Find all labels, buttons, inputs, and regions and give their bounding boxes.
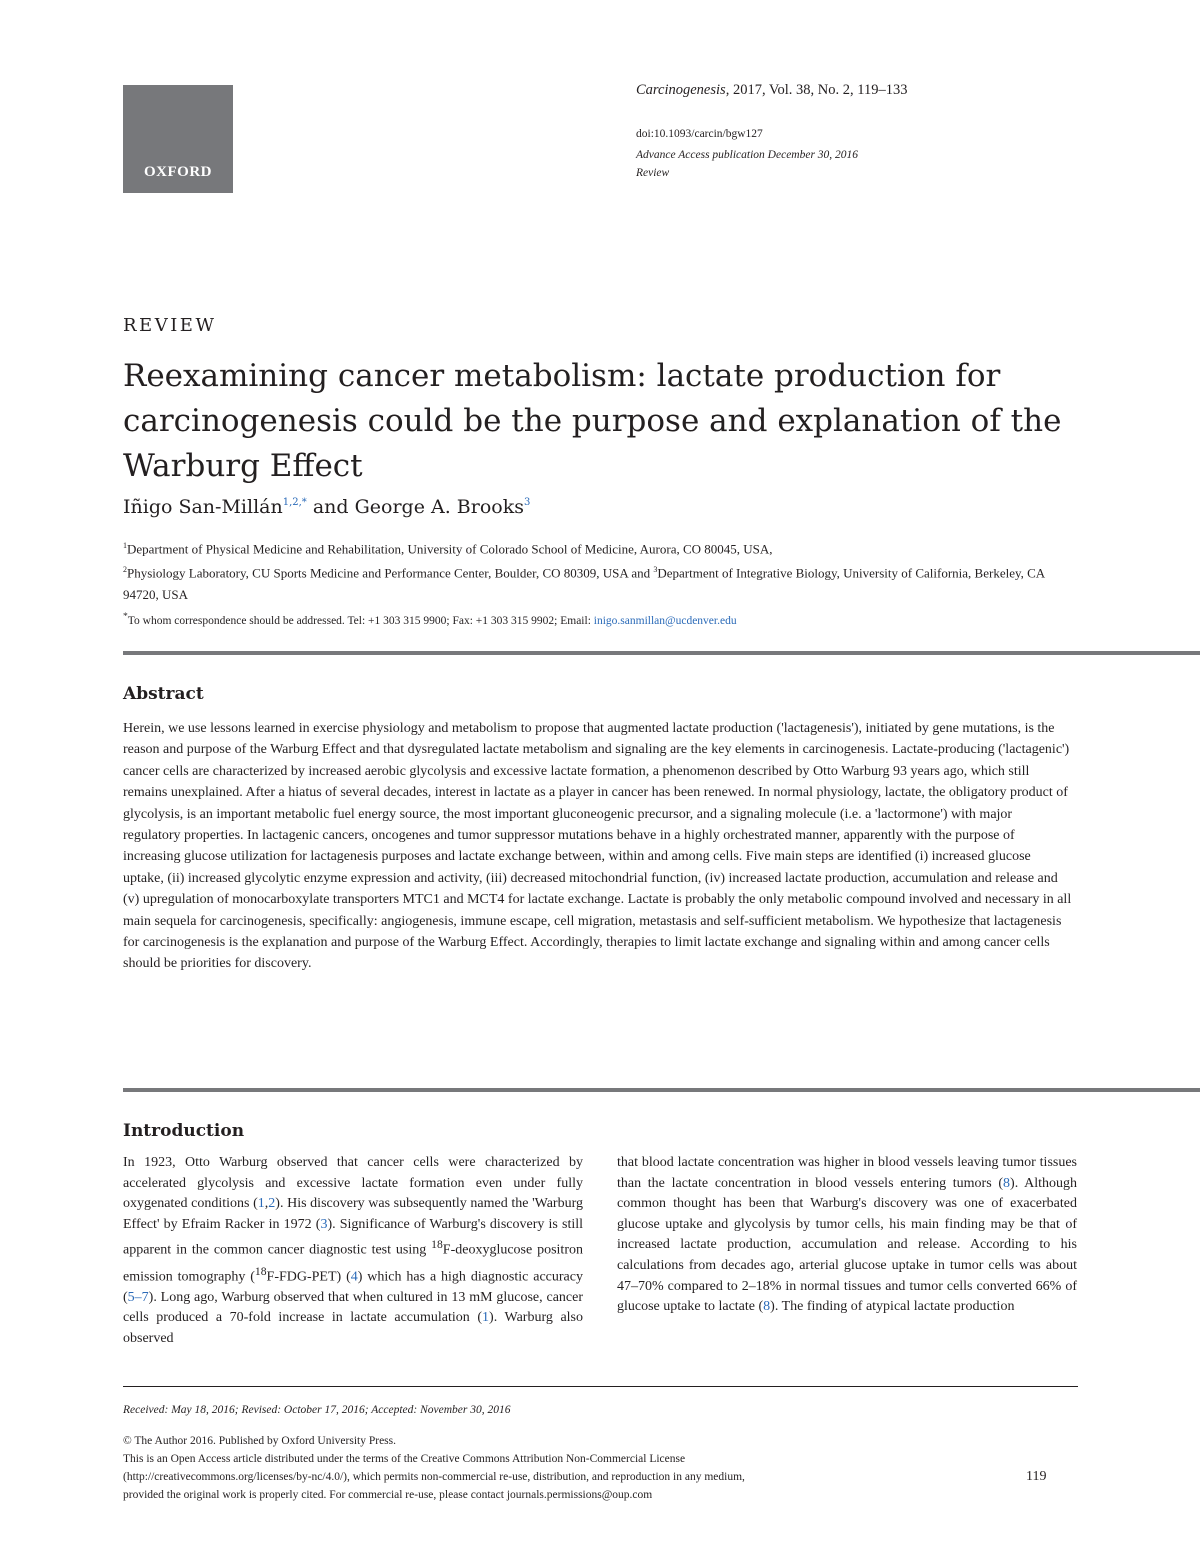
license-line: provided the original work is properly cited. For commercial re-use, please contact journals.permissions@oup.com (123, 1489, 653, 1501)
abstract-text: Herein, we use lessons learned in exercise physiology and metabolism to propose that augmented lactate production ('lactagenesis'), initiated by gene mutations, is the reason and purpose of the Warburg Effect and that dysregulated lactate metabolism and signaling are the key elements in carcinogenesis. Lactate-producing ('lactagenic') cancer cells are characterized by increased aerobic glycolysis and excessive lactate formation, a phenomenon described by Otto Warburg 93 years ago, which still remains unexplained. After a hiatus of several decades, interest in lactate as a player in cancer has been renewed. In normal physiology, lactate, the obligatory product of glycolysis, is an important metabolic fuel energy source, the most important gluconeogenic precursor, and a signaling molecule (i.e. a 'lactormone') with major regulatory properties. In lactagenic cancers, oncogenes and tumor suppressor mutations behave in a highly orchestrated manner, apparently with the purpose of increasing glucose utilization for lactagenesis purposes and lactate exchange between, within and among cells. Five main steps are identified (i) increased glucose uptake, (ii) increased glycolytic enzyme expression and activity, (iii) decreased mitochondrial function, (iv) increased lactate production, accumulation and release and (v) upregulation of monocarboxylate transporters MTC1 and MCT4 for lactate exchange. Lactate is probably the only metabolic compound involved and necessary in all main sequela for carcinogenesis, specifically: angiogenesis, immune escape, cell migration, metastasis and self-sufficient metabolism. We hypothesize that lactagenesis for carcinogenesis is the explanation and purpose of the Warburg Effect. Accordingly, therapies to limit lactate exchange and signaling within and among cancer cells should be priorities for discovery. (123, 721, 1072, 972)
article-title: Reexamining cancer metabolism: lactate production for carcinogenesis could be the purpose and explanation of the Warburg Effect (123, 358, 1062, 484)
body-text: F-deoxyglucose positron emission tomography ( (123, 1243, 583, 1285)
publisher-logo-text: OXFORD (144, 164, 212, 180)
email-link[interactable]: inigo.sanmillan@ucdenver.edu (593, 614, 737, 627)
journal-citation (636, 82, 908, 99)
citation-link[interactable]: 8 (1003, 1175, 1011, 1191)
citation-link[interactable]: 8 (763, 1299, 771, 1315)
affiliation-number: 1 (123, 541, 127, 550)
isotope-superscript: 18 (431, 1238, 443, 1252)
copyright-line: © The Author 2016. Published by Oxford University Press. (123, 1435, 397, 1447)
article-type: Review (636, 167, 670, 179)
divider (123, 1088, 1200, 1092)
introduction-heading: Introduction (123, 1121, 245, 1141)
license-line: This is an Open Access article distributed under the terms of the Creative Commons Attribution Non-Commercial License (123, 1453, 686, 1465)
license-line: (http://creativecommons.org/licenses/by-nc/4.0/), which permits non-commercial re-use, distribution, and reproduction in any medium, (123, 1471, 745, 1483)
body-text: ). Warburg also observed (123, 1310, 583, 1347)
affiliation-marker[interactable]: 3 (524, 497, 531, 508)
body-text: F-FDG-PET) ( (266, 1269, 351, 1285)
abstract-heading: Abstract (123, 684, 204, 704)
author-name[interactable]: Iñigo San-Millán (123, 496, 283, 518)
isotope-superscript: 18 (254, 1264, 267, 1278)
body-text: , (264, 1196, 269, 1212)
citation-link[interactable]: 2 (268, 1196, 276, 1212)
body-text: ). The finding of atypical lactate production (770, 1299, 1015, 1315)
correspondence-text: To whom correspondence should be addressed. Tel: +1 303 315 9900; Fax: +1 303 315 9902; Email: (127, 614, 594, 627)
doi-link[interactable]: doi:10.1093/carcin/bgw127 (636, 128, 763, 140)
correspondence-note (123, 611, 737, 627)
affiliation-text: Department of Integrative Biology, University of California, Berkeley, CA 94720, USA (123, 565, 1045, 602)
body-text: ). Significance of Warburg's discovery is still apparent in the common cancer diagnostic test using (123, 1216, 584, 1259)
author-name[interactable]: and George A. Brooks (306, 496, 524, 518)
citation-link[interactable]: 4 (350, 1269, 358, 1285)
body-text: that blood lactate concentration was higher in blood vessels leaving tumor tissues than the lactate concentration in blood vessels entering tumors ( (617, 1155, 1077, 1191)
affiliations (123, 535, 1083, 605)
body-text: ) which has a high diagnostic accuracy ( (123, 1269, 583, 1305)
affiliation-number: 2 (123, 565, 127, 575)
body-column-right (617, 1153, 1077, 1318)
citation-link[interactable]: 5–7 (127, 1289, 149, 1305)
section-label: REVIEW (123, 315, 217, 336)
publisher-logo (123, 85, 233, 193)
affiliation-number: 3 (653, 565, 658, 575)
divider (123, 651, 1200, 655)
advance-access-date: Advance Access publication December 30, 2016 (636, 149, 859, 161)
citation-link[interactable]: 3 (320, 1216, 328, 1232)
author-list (123, 496, 530, 518)
publication-dates: Received: May 18, 2016; Revised: October 17, 2016; Accepted: November 30, 2016 (123, 1404, 511, 1416)
citation-link[interactable]: 1 (482, 1310, 490, 1326)
affiliation-marker[interactable]: 1,2,* (282, 497, 307, 508)
correspondence-marker: * (123, 611, 128, 622)
body-text: In 1923, Otto Warburg observed that cancer cells were characterized by accelerated glycolysis and excessive lactate formation even under fully oxygenated conditions ( (123, 1155, 583, 1212)
body-text: ). Long ago, Warburg observed that when cultured in 13 mM glucose, cancer cells produced a 70-fold increase in lactate accumulation ( (123, 1289, 583, 1326)
journal-volume: , 2017, Vol. 38, No. 2, 119–133 (725, 82, 908, 98)
affiliation-text: Department of Physical Medicine and Rehabilitation, University of Colorado School of Medicine, Aurora, CO 80045, USA, (127, 541, 773, 557)
body-text: ). His discovery was subsequently named the 'Warburg Effect' by Efraim Racker in 1972 ( (123, 1196, 583, 1232)
affiliation-text: Physiology Laboratory, CU Sports Medicine and Performance Center, Boulder, CO 80309, USA and (127, 565, 654, 581)
body-text: ). Although common thought has been that Warburg's discovery was one of exacerbated glucose uptake and glycolysis by tumor cells, his main finding may be that of increased lactate production, accumulation and release. According to his calculations from decades ago, arterial glucose uptake in tumor cells was about 47–70% compared to 2–18% in normal tissues and tumor cells converted 66% of glucose uptake to lactate ( (617, 1175, 1078, 1315)
journal-name: Carcinogenesis (636, 82, 726, 98)
body-column-left (123, 1153, 583, 1350)
citation-link[interactable]: 1 (257, 1196, 265, 1212)
page-number: 119 (1026, 1469, 1047, 1484)
footer-divider (123, 1386, 1078, 1387)
copyright-notice (123, 1432, 1023, 1504)
